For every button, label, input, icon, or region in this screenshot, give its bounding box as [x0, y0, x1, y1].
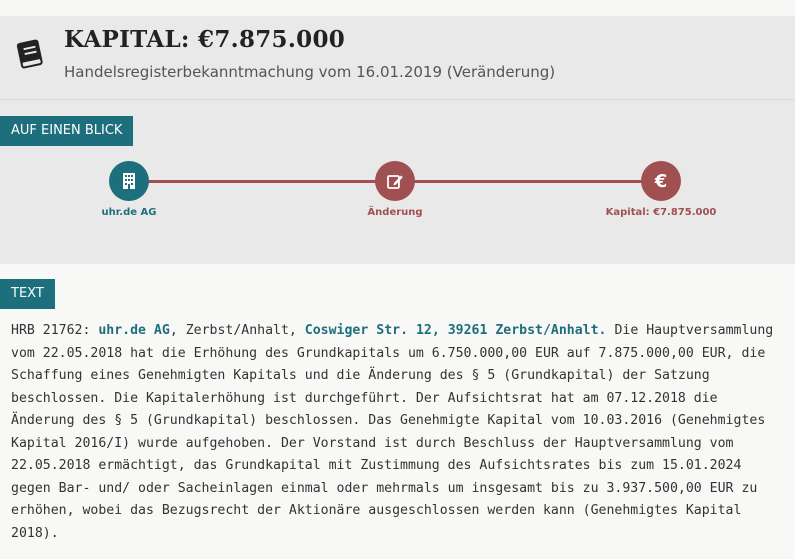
- text-line-rest: Die Hauptversammlung: [606, 323, 774, 338]
- text-line: [11, 320, 786, 343]
- page-title: KAPITAL: €7.875.000: [64, 26, 346, 53]
- page-header: [0, 16, 795, 99]
- text-section: [0, 264, 795, 559]
- text-line: beschlossen. Die Kapitalerhöhung ist durchgeführt. Der Aufsichtsrat hat am 07.12.2018 die: [11, 390, 718, 406]
- at-a-glance-label: AUF EINEN BLICK: [0, 116, 133, 146]
- top-strip: [0, 0, 795, 17]
- timeline-node-change[interactable]: [375, 161, 415, 201]
- timeline-label-change[interactable]: Änderung: [367, 207, 423, 218]
- timeline-label-capital[interactable]: Kapital: €7.875.000: [605, 207, 717, 218]
- euro-icon: €: [654, 170, 668, 192]
- building-icon: [121, 172, 137, 190]
- timeline-node-company[interactable]: [109, 161, 149, 201]
- timeline-node-capital[interactable]: [641, 161, 681, 201]
- text-line: Änderung des § 5 (Grundkapital) beschlossen. Das Genehmigte Kapital vom 10.03.2016 (Genehmigtes: [11, 413, 766, 428]
- text-line: Schaffung eines Genehmigten Kapitals und die Änderung des § 5 (Grundkapital) der Satzung: [11, 368, 710, 383]
- text-section-label: TEXT: [0, 279, 55, 309]
- page-subtitle: Handelsregisterbekanntmachung vom 16.01.2019 (Veränderung): [64, 63, 556, 81]
- timeline-label-company[interactable]: uhr.de AG: [101, 207, 157, 218]
- edit-icon: [386, 172, 404, 190]
- text-line: 2018).: [11, 525, 59, 541]
- company-link[interactable]: uhr.de AG: [98, 323, 170, 338]
- text-line: 22.05.2018 ermächtigt, das Grundkapital mit Zustimmung des Aufsichtsrates bis zum 15.01.2024: [11, 458, 742, 473]
- register-number: HRB 21762:: [11, 323, 99, 338]
- book-icon: [13, 38, 47, 72]
- text-line: vom 22.05.2018 hat die Erhöhung des Grundkapitals um 6.750.000,00 EUR auf 7.875.000,00 EUR, die: [11, 345, 766, 361]
- announcement-text: [11, 320, 786, 545]
- text-line: gegen Bar- und/ oder Sacheinlagen einmal oder mehrmals um insgesamt bis zu 3.937.500,00 EUR zu: [11, 480, 758, 496]
- text-line: Kapital 2016/I) wurde aufgehoben. Der Vorstand ist durch Beschluss der Hauptversammlung vom: [11, 435, 734, 451]
- text-line: erhöhen, wobei das Bezugsrecht der Aktionäre ausgeschlossen werden kann (Genehmigtes Kapital: [11, 503, 742, 518]
- address-link[interactable]: Coswiger Str. 12, 39261 Zerbst/Anhalt.: [304, 323, 607, 338]
- location-text: , Zerbst/Anhalt,: [169, 323, 305, 338]
